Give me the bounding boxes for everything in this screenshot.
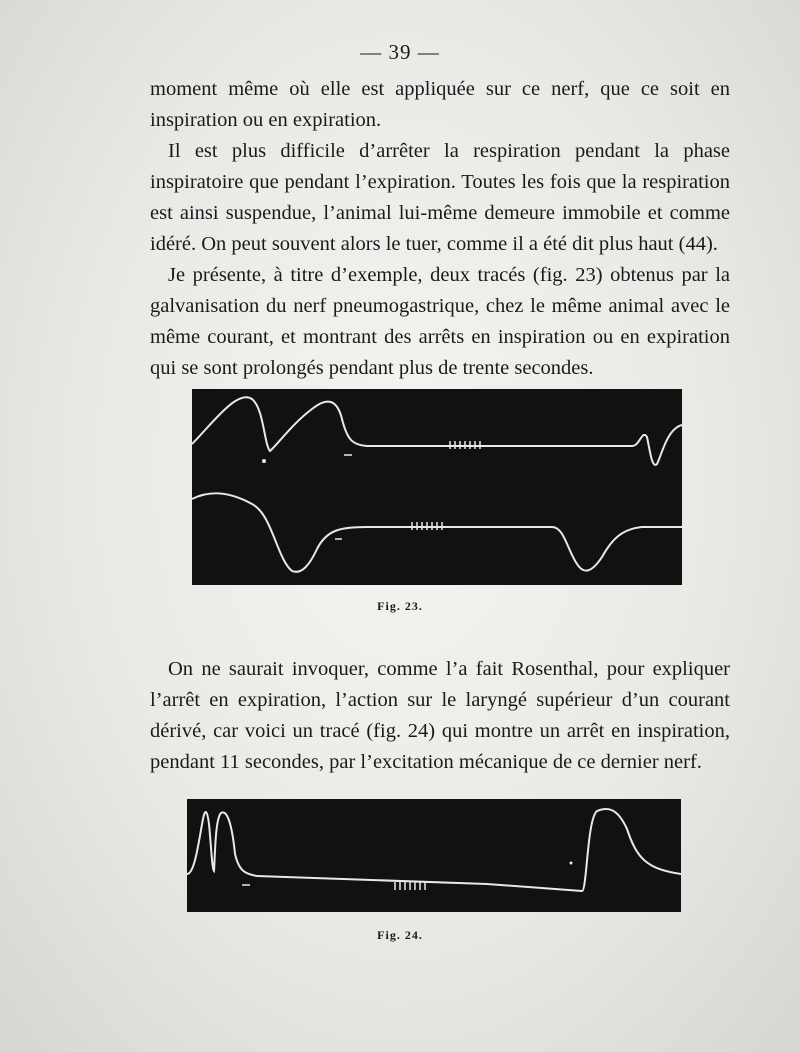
paragraph: moment même où elle est appliquée sur ce nerf, que ce soit en inspiration ou en expiration. <box>150 78 730 131</box>
page-number: — 39 — <box>360 40 440 64</box>
respiratory-tracing-plot <box>187 799 681 912</box>
lower-time-marks <box>335 522 442 539</box>
time-marks <box>242 882 425 890</box>
text-block-bottom <box>150 654 730 778</box>
text-block-top <box>150 74 730 384</box>
trace-line <box>187 809 681 891</box>
paragraph: On ne saurait invoquer, comme l’a fait Rosenthal, pour expliquer l’arrêt en expiration, l’action sur le laryngé supérieur d’un courant dérivé, car voici un tracé (fig. 24) qui montre un arrêt en inspiration, pendant 11 secondes, par l’excitation mécanique de ce dernier nerf. <box>150 658 730 773</box>
lower-trace-line <box>192 493 682 572</box>
upper-trace-line <box>192 397 682 465</box>
respiratory-tracing-plot <box>192 389 682 585</box>
figure-23-tracing <box>192 389 682 585</box>
upper-time-marks <box>344 441 480 455</box>
figure-24-tracing <box>187 799 681 912</box>
figure-23-caption: Fig. 23. <box>377 599 423 613</box>
paragraph: Il est plus difficile d’arrêter la respiration pendant la phase inspiratoire que pendant l’expiration. Toutes les fois que la respiration est ainsi suspendue, l’animal lui-même demeure immobile et comme idéré. On peut souvent alors le tuer, comme il a été dit plus haut (44). <box>150 140 730 255</box>
figure-24-caption: Fig. 24. <box>377 928 423 942</box>
paragraph: Je présente, à titre d’exemple, deux tracés (fig. 23) obtenus par la galvanisation du nerf pneumogastrique, chez le même animal avec le même courant, et montrant des arrêts en inspiration ou en expiration qui se sont prolongés pendant plus de trente secondes. <box>150 264 730 379</box>
